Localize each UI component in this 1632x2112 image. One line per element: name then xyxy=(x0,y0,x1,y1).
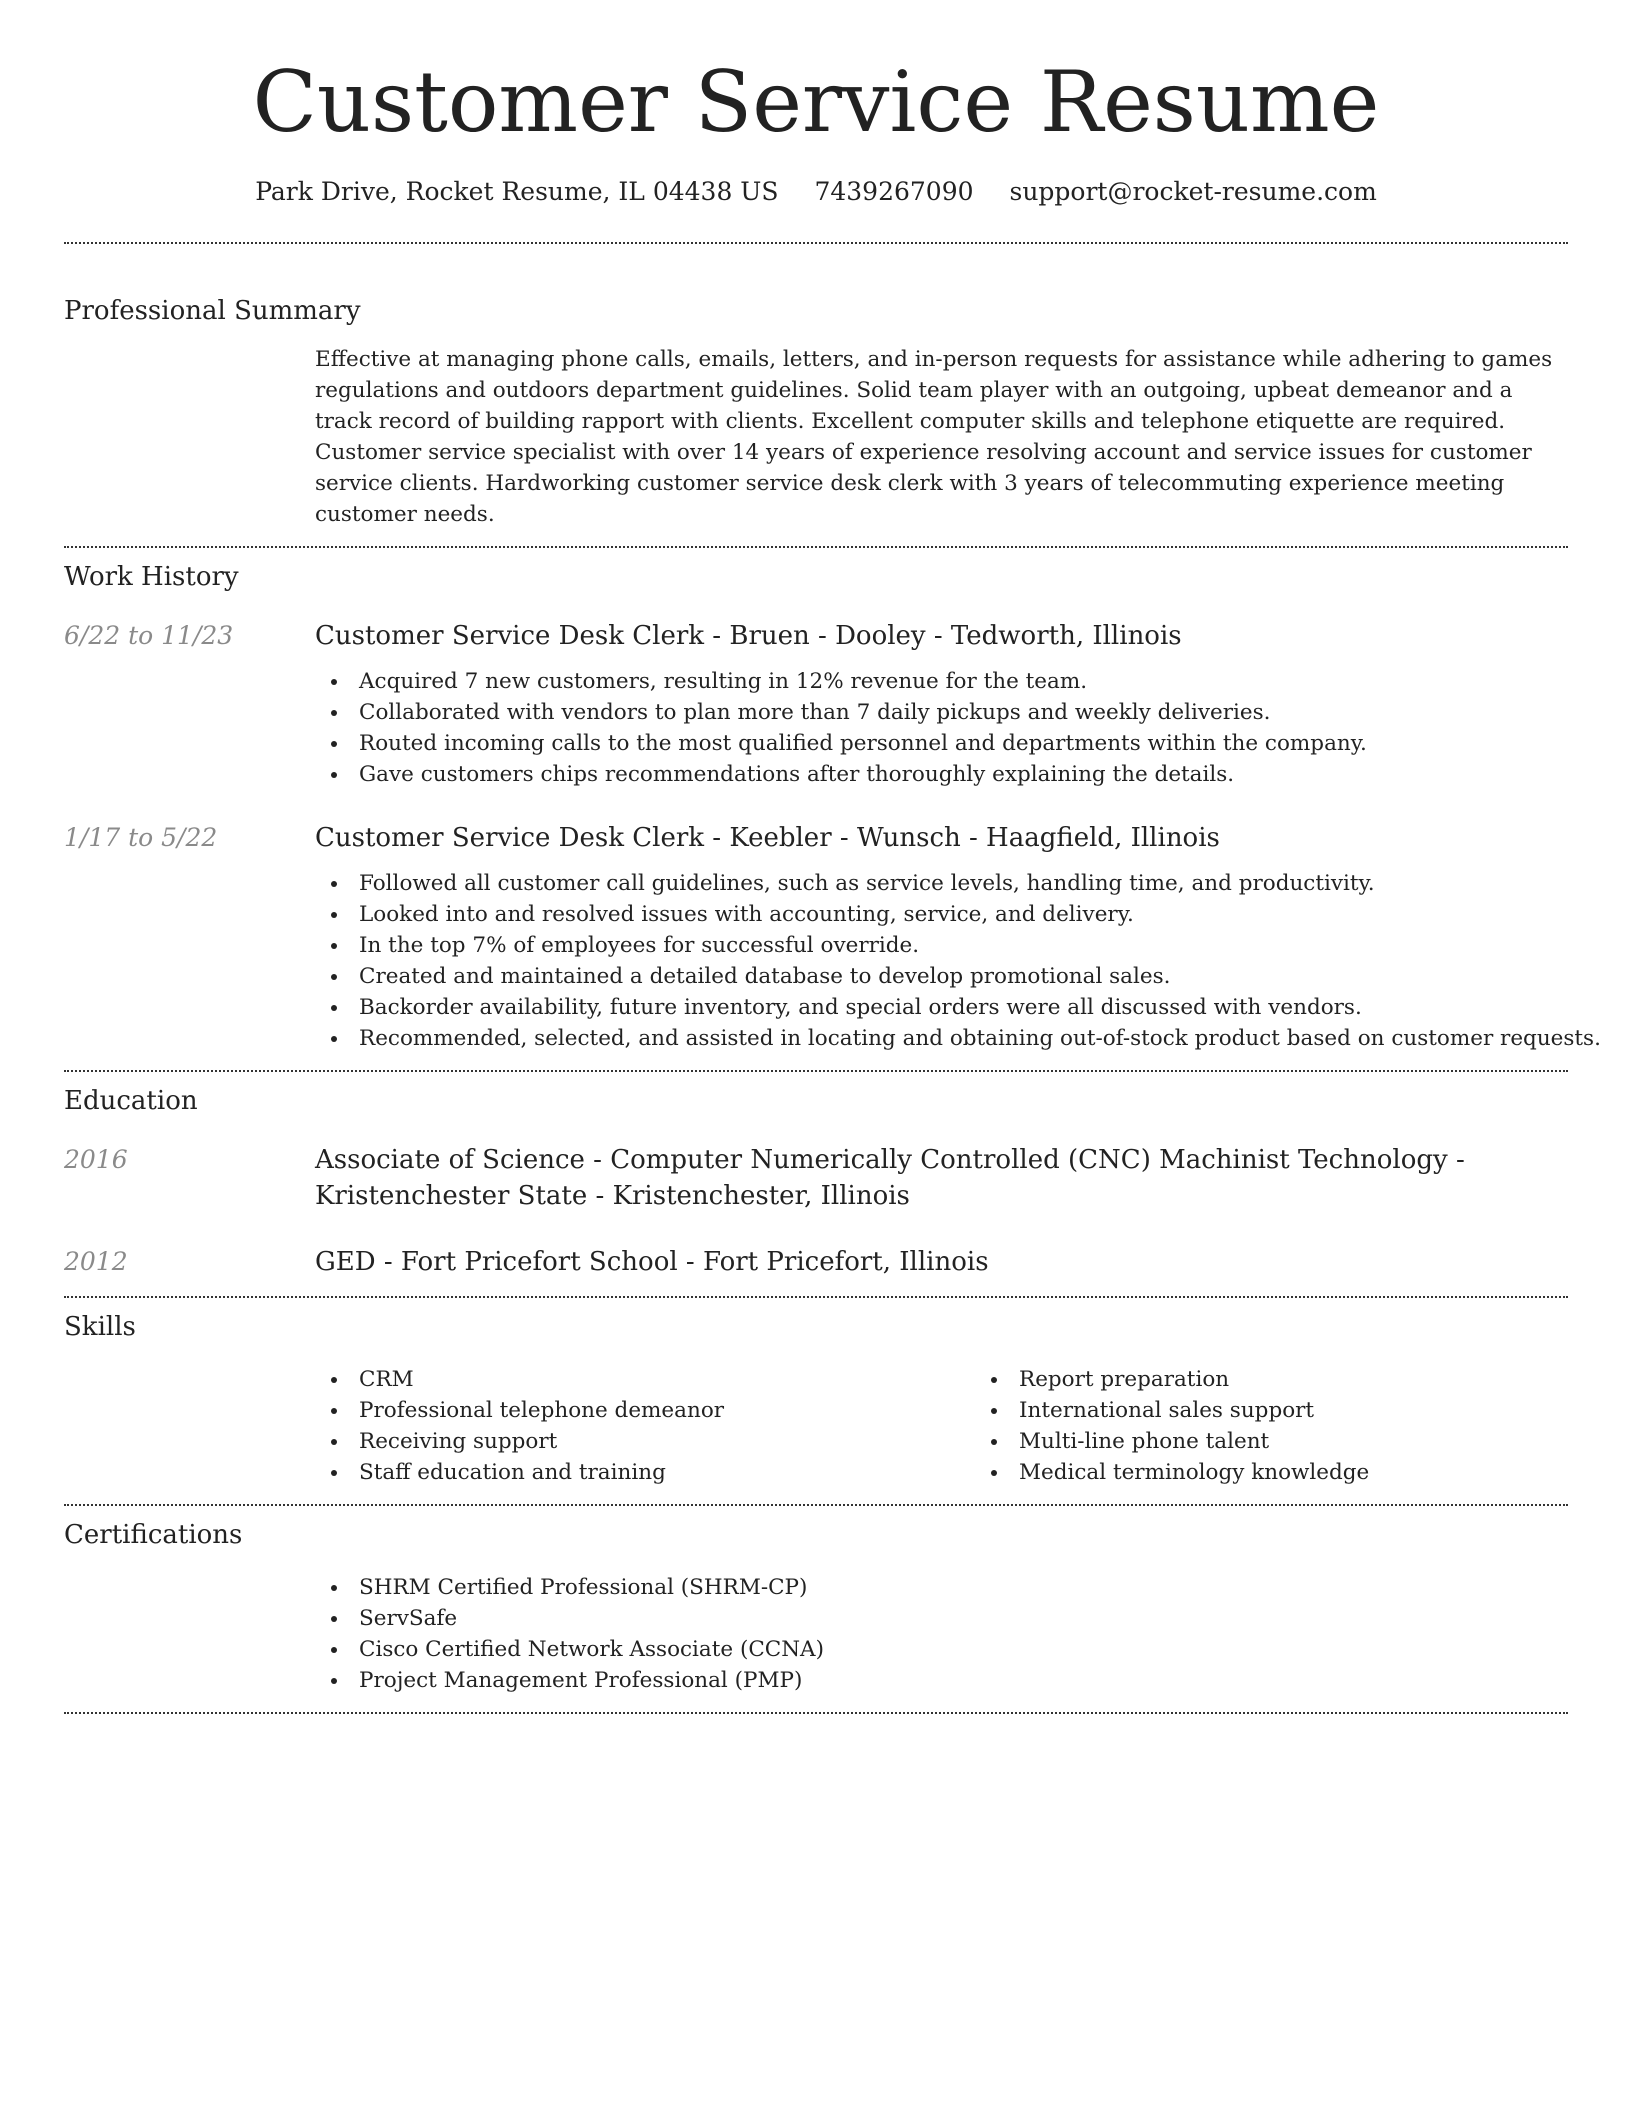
skill-item: Multi-line phone talent xyxy=(1019,1426,1632,1457)
skill-item: Receiving support xyxy=(359,1426,975,1457)
education-content xyxy=(315,1244,1568,1280)
work-history-heading: Work History xyxy=(64,562,239,592)
education-content xyxy=(315,1142,1568,1214)
certifications-bullets xyxy=(315,1572,1568,1696)
skill-item: Professional telephone demeanor xyxy=(359,1395,975,1426)
resume-title: Customer Service Resume xyxy=(252,53,1380,151)
section-divider xyxy=(64,546,1568,548)
skill-item: CRM xyxy=(359,1364,975,1395)
skills-column-right xyxy=(975,1364,1632,1488)
education-year: 2012 xyxy=(64,1247,128,1276)
job-dates: 1/17 to 5/22 xyxy=(64,823,218,852)
summary-text: Effective at managing phone calls, emails, letters, and in-person requests for assistance while adhering to games regulations and outdoors department guidelines. Solid team player with an outgoing, upbeat demeanor and a track record of building rapport with clients. Excellent computer skills and telephone etiquette are required. Customer service specialist with over 14 years of experience resolving account and service issues for customer service clients. Hardworking customer service desk clerk with 3 years of telecommuting experience meeting customer needs. xyxy=(315,347,1553,527)
education-entry xyxy=(64,1142,1568,1214)
job-bullet: Followed all customer call guidelines, such as service levels, handling time, and productivity. xyxy=(359,868,1568,899)
skill-item: Medical terminology knowledge xyxy=(1019,1457,1632,1488)
section-divider xyxy=(64,1504,1568,1506)
skills-section xyxy=(64,1310,1568,1488)
skills-grid xyxy=(315,1364,1568,1488)
education-title: GED - Fort Pricefort School - Fort Pricefort, Illinois xyxy=(315,1247,989,1277)
summary-heading: Professional Summary xyxy=(64,296,361,326)
skill-item: Staff education and training xyxy=(359,1457,975,1488)
job-bullet: Gave customers chips recommendations after thoroughly explaining the details. xyxy=(359,759,1568,790)
job-bullet: Created and maintained a detailed database to develop promotional sales. xyxy=(359,961,1568,992)
certification-item: Cisco Certified Network Associate (CCNA) xyxy=(359,1634,1568,1665)
contact-address: Park Drive, Rocket Resume, IL 04438 US xyxy=(255,177,779,206)
job-bullet: In the top 7% of employees for successful override. xyxy=(359,930,1568,961)
summary-section xyxy=(64,294,1568,530)
certification-item: SHRM Certified Professional (SHRM-CP) xyxy=(359,1572,1568,1603)
certifications-section xyxy=(64,1518,1568,1696)
section-divider xyxy=(64,242,1568,244)
job-content xyxy=(315,618,1568,790)
skill-item: International sales support xyxy=(1019,1395,1632,1426)
job-content xyxy=(315,820,1601,1070)
contact-email: support@rocket-resume.com xyxy=(1009,177,1377,206)
job-bullet: Looked into and resolved issues with accounting, service, and delivery. xyxy=(359,899,1568,930)
work-history-section xyxy=(64,560,1601,1070)
job-entry xyxy=(64,820,1601,1070)
certification-item: Project Management Professional (PMP) xyxy=(359,1665,1568,1696)
section-divider xyxy=(64,1070,1568,1072)
job-bullet: Acquired 7 new customers, resulting in 12% revenue for the team. xyxy=(359,666,1568,697)
contact-phone: 7439267090 xyxy=(814,177,974,206)
job-bullets xyxy=(315,666,1568,790)
job-title: Customer Service Desk Clerk - Bruen - Dooley - Tedworth, Illinois xyxy=(315,621,1182,651)
job-title: Customer Service Desk Clerk - Keebler - Wunsch - Haagfield, Illinois xyxy=(315,823,1220,853)
certifications-heading: Certifications xyxy=(64,1520,243,1550)
certification-item: ServSafe xyxy=(359,1603,1568,1634)
education-title: Associate of Science - Computer Numerically Controlled (CNC) Machinist Technology - Kristenchester State - Kristenchester, Illinois xyxy=(315,1145,1465,1211)
job-bullets xyxy=(315,868,1601,1054)
job-bullet: Backorder availability, future inventory, and special orders were all discussed with vendors. xyxy=(359,992,1568,1023)
job-entry xyxy=(64,618,1568,790)
skill-item: Report preparation xyxy=(1019,1364,1632,1395)
education-heading: Education xyxy=(64,1086,198,1116)
job-bullet: Routed incoming calls to the most qualified personnel and departments within the company. xyxy=(359,728,1568,759)
education-year: 2016 xyxy=(64,1145,128,1174)
skills-heading: Skills xyxy=(64,1312,136,1342)
contact-line xyxy=(64,176,1568,208)
certifications-list xyxy=(315,1572,1568,1696)
job-bullet: Collaborated with vendors to plan more than 7 daily pickups and weekly deliveries. xyxy=(359,697,1568,728)
section-divider xyxy=(64,1712,1568,1714)
job-bullet: Recommended, selected, and assisted in locating and obtaining out-of-stock product based on customer requests. xyxy=(359,1023,1568,1054)
skills-column-left xyxy=(315,1364,975,1488)
section-divider xyxy=(64,1296,1568,1298)
job-dates: 6/22 to 11/23 xyxy=(64,621,234,650)
education-entry xyxy=(64,1244,1568,1280)
education-section xyxy=(64,1084,1568,1280)
